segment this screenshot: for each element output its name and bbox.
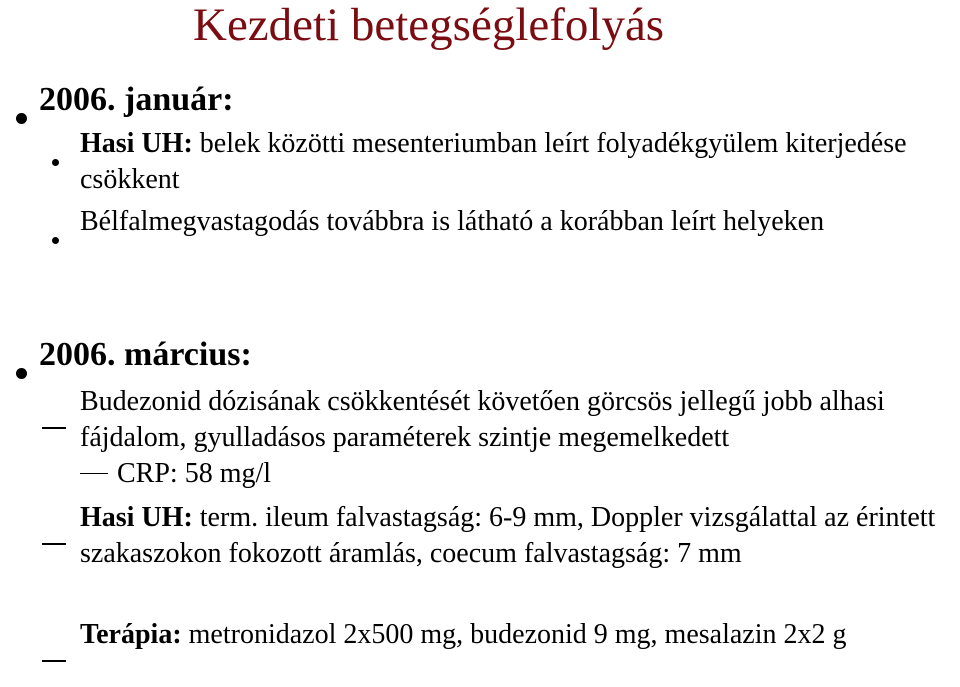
list-item [52, 126, 952, 198]
item-text: belek közötti mesenteriumban leírt folyadékgyülem kiterjedése csökkent [80, 128, 907, 195]
dash-icon [42, 519, 66, 555]
item-label: Terápia: [80, 619, 182, 650]
item-label: Hasi UH: [80, 128, 193, 159]
section-heading-march: 2006. március: [16, 337, 252, 373]
item-text: metronidazol 2x500 mg, budezonid 9 mg, mesalazin 2x2 g [181, 619, 847, 650]
item-text: Budezonid dózisának csökkentését követően görcsös jellegű jobb alhasi fájdalom, gyulladásos paraméterek szintje megemelkedett [80, 386, 885, 453]
item-label: Hasi UH: [80, 502, 193, 533]
item-continuation: CRP: 58 mg/l [117, 458, 272, 489]
list-item [42, 384, 960, 492]
bullet-icon [52, 218, 59, 254]
dash-icon [42, 636, 66, 672]
slide-title: Kezdeti betegséglefolyás [193, 0, 665, 51]
section-heading-january: 2006. január: [16, 82, 234, 118]
list-item [52, 204, 952, 240]
bullet-icon [52, 140, 59, 176]
item-text: Bélfalmegvastagodás továbbra is látható a korábban leírt helyeken [80, 206, 825, 237]
bullet-icon [16, 351, 27, 387]
bullet-icon [16, 96, 27, 132]
list-item [42, 500, 960, 572]
list-item [42, 617, 960, 653]
item-text: term. ileum falvastagság: 6-9 mm, Doppler vizsgálattal az érintett szakaszokon fokozott áramlás, coecum falvastagság: 7 mm [80, 502, 936, 569]
dash-icon [80, 473, 108, 475]
dash-icon [42, 403, 66, 439]
